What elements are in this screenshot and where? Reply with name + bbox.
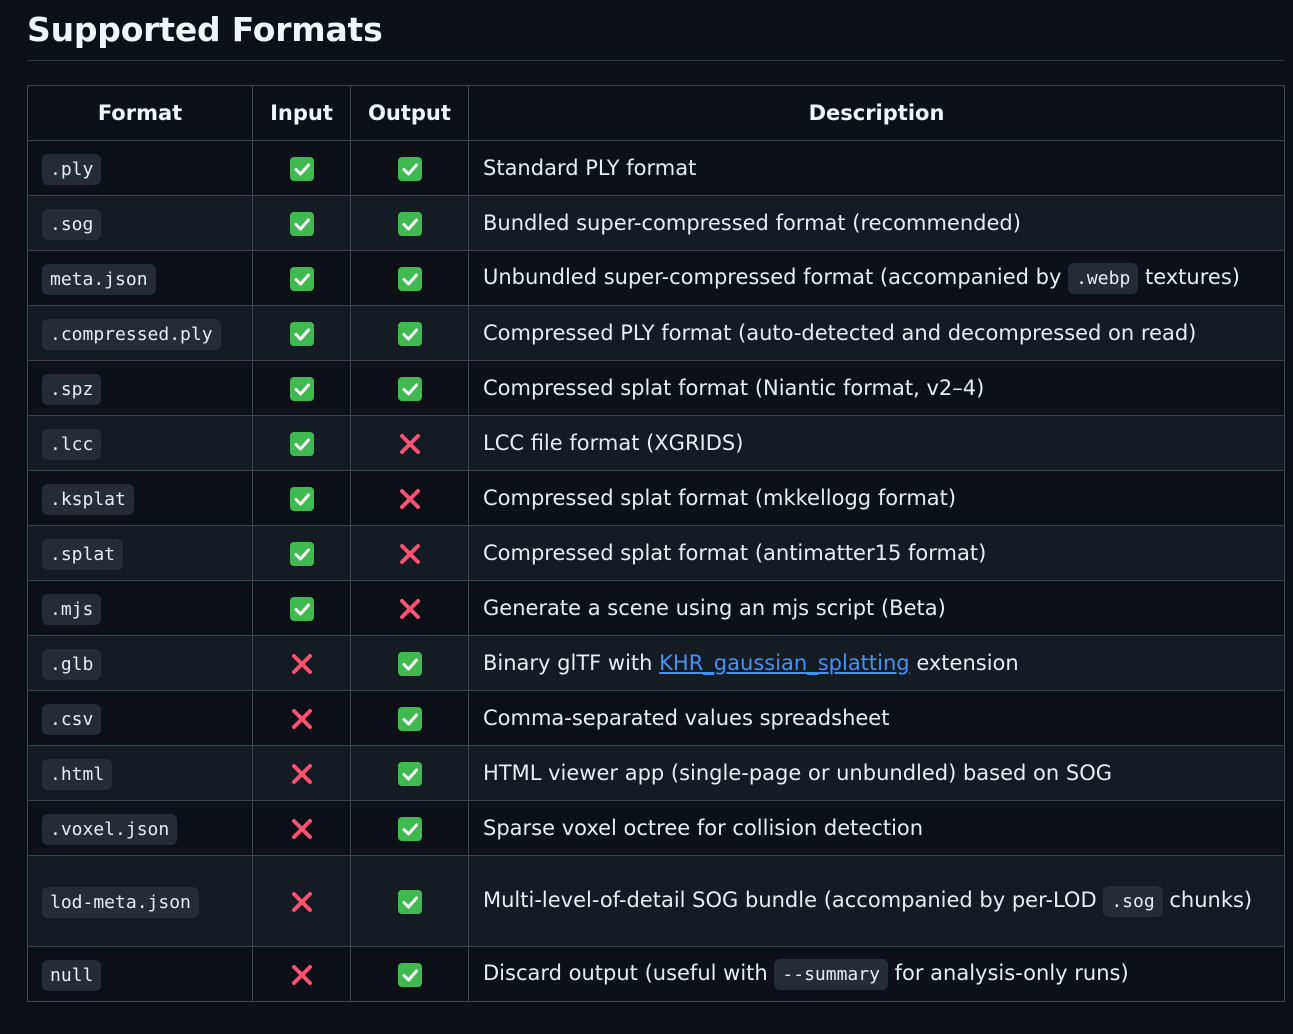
check-mark-icon <box>290 432 314 456</box>
input-status-cell <box>253 141 351 196</box>
check-mark-icon <box>290 597 314 621</box>
description-text: Standard PLY format <box>483 155 697 180</box>
format-cell <box>28 581 253 636</box>
description-text-tail: for analysis-only runs) <box>894 961 1129 985</box>
format-cell <box>28 526 253 581</box>
description-cell <box>469 471 1285 526</box>
table-row <box>28 581 1285 636</box>
output-status-cell <box>351 196 469 251</box>
description-cell <box>469 196 1285 251</box>
format-code: .sog <box>42 209 101 240</box>
table-row <box>28 526 1285 581</box>
format-code: lod-meta.json <box>42 887 199 918</box>
description-text: Discard output (useful with <box>483 961 768 985</box>
description-cell <box>469 306 1285 361</box>
format-cell <box>28 636 253 691</box>
format-cell <box>28 361 253 416</box>
output-status-cell <box>351 947 469 1002</box>
description-cell <box>469 801 1285 856</box>
table-row <box>28 636 1285 691</box>
spec-link[interactable]: KHR_gaussian_splatting <box>659 650 910 675</box>
input-status-cell <box>253 416 351 471</box>
cross-mark-icon <box>290 963 314 987</box>
inline-code: .webp <box>1068 263 1138 294</box>
input-status-cell <box>253 196 351 251</box>
table-row <box>28 856 1285 947</box>
description-cell <box>469 251 1285 306</box>
cross-mark-icon <box>398 432 422 456</box>
cross-mark-icon <box>290 652 314 676</box>
header-input: Input <box>253 86 351 141</box>
table-row <box>28 471 1285 526</box>
check-mark-icon <box>290 212 314 236</box>
table-row <box>28 947 1285 1002</box>
format-code: .spz <box>42 374 101 405</box>
input-status-cell <box>253 251 351 306</box>
description-cell <box>469 526 1285 581</box>
input-status-cell <box>253 746 351 801</box>
output-status-cell <box>351 636 469 691</box>
format-cell <box>28 196 253 251</box>
description-text: Compressed splat format (mkkellogg format) <box>483 485 957 510</box>
output-status-cell <box>351 746 469 801</box>
check-mark-icon <box>290 322 314 346</box>
description-text-tail: textures) <box>1144 265 1240 289</box>
header-output: Output <box>351 86 469 141</box>
cross-mark-icon <box>290 762 314 786</box>
cross-mark-icon <box>290 707 314 731</box>
output-status-cell <box>351 141 469 196</box>
table-row <box>28 141 1285 196</box>
description-text: Unbundled super-compressed format (accompanied by <box>483 265 1062 289</box>
cross-mark-icon <box>398 487 422 511</box>
description-cell <box>469 691 1285 746</box>
description-cell <box>469 636 1285 691</box>
format-code: null <box>42 960 101 991</box>
format-code: .html <box>42 759 112 790</box>
cross-mark-icon <box>398 597 422 621</box>
description-cell <box>469 746 1285 801</box>
format-code: meta.json <box>42 264 156 295</box>
table-row <box>28 746 1285 801</box>
format-cell <box>28 746 253 801</box>
description-text: Sparse voxel octree for collision detection <box>483 815 924 840</box>
inline-code: .sog <box>1103 886 1162 917</box>
check-mark-icon <box>398 652 422 676</box>
description-text: Compressed PLY format (auto-detected and decompressed on read) <box>483 320 1197 345</box>
input-status-cell <box>253 471 351 526</box>
format-code: .compressed.ply <box>42 319 221 350</box>
table-row <box>28 416 1285 471</box>
check-mark-icon <box>290 267 314 291</box>
input-status-cell <box>253 947 351 1002</box>
format-cell <box>28 416 253 471</box>
output-status-cell <box>351 471 469 526</box>
inline-code: --summary <box>774 959 888 990</box>
check-mark-icon <box>398 707 422 731</box>
output-status-cell <box>351 581 469 636</box>
output-status-cell <box>351 801 469 856</box>
description-text-tail: chunks) <box>1169 888 1253 912</box>
format-cell <box>28 856 253 947</box>
cross-mark-icon <box>290 890 314 914</box>
description-text: LCC file format (XGRIDS) <box>483 430 744 455</box>
description-text: Comma-separated values spreadsheet <box>483 705 890 730</box>
table-row <box>28 361 1285 416</box>
check-mark-icon <box>398 890 422 914</box>
cross-mark-icon <box>398 542 422 566</box>
section-heading: Supported Formats <box>27 10 383 49</box>
format-cell <box>28 306 253 361</box>
check-mark-icon <box>398 762 422 786</box>
format-code: .csv <box>42 704 101 735</box>
table-row <box>28 251 1285 306</box>
format-code: .ply <box>42 154 101 185</box>
cross-mark-icon <box>290 817 314 841</box>
description-cell <box>469 361 1285 416</box>
check-mark-icon <box>290 157 314 181</box>
header-description: Description <box>469 86 1285 141</box>
format-code: .splat <box>42 539 123 570</box>
description-text: Bundled super-compressed format (recommended) <box>483 210 1021 235</box>
table-row <box>28 691 1285 746</box>
description-cell <box>469 141 1285 196</box>
output-status-cell <box>351 856 469 947</box>
input-status-cell <box>253 636 351 691</box>
description-text: Generate a scene using an mjs script (Beta) <box>483 595 946 620</box>
output-status-cell <box>351 306 469 361</box>
description-text: Binary glTF with <box>483 650 653 675</box>
input-status-cell <box>253 361 351 416</box>
check-mark-icon <box>398 212 422 236</box>
format-code: .lcc <box>42 429 101 460</box>
description-text: Compressed splat format (antimatter15 format) <box>483 540 987 565</box>
description-cell <box>469 947 1285 1002</box>
check-mark-icon <box>398 267 422 291</box>
input-status-cell <box>253 801 351 856</box>
format-cell <box>28 801 253 856</box>
format-cell <box>28 691 253 746</box>
format-code: .ksplat <box>42 484 134 515</box>
output-status-cell <box>351 526 469 581</box>
input-status-cell <box>253 581 351 636</box>
format-cell <box>28 471 253 526</box>
format-cell <box>28 947 253 1002</box>
description-cell <box>469 416 1285 471</box>
input-status-cell <box>253 306 351 361</box>
output-status-cell <box>351 416 469 471</box>
input-status-cell <box>253 691 351 746</box>
table-header-row <box>28 86 1285 141</box>
input-status-cell <box>253 526 351 581</box>
format-code: .mjs <box>42 594 101 625</box>
format-code: .voxel.json <box>42 814 177 845</box>
description-cell <box>469 856 1285 947</box>
format-cell <box>28 251 253 306</box>
input-status-cell <box>253 856 351 947</box>
check-mark-icon <box>398 322 422 346</box>
table-row <box>28 801 1285 856</box>
check-mark-icon <box>290 542 314 566</box>
check-mark-icon <box>398 817 422 841</box>
description-text: HTML viewer app (single-page or unbundled) based on SOG <box>483 760 1113 785</box>
description-cell <box>469 581 1285 636</box>
table-row <box>28 196 1285 251</box>
format-cell <box>28 141 253 196</box>
format-code: .glb <box>42 649 101 680</box>
check-mark-icon <box>398 157 422 181</box>
description-text: Multi-level-of-detail SOG bundle (accompanied by per-LOD <box>483 888 1097 912</box>
description-text-tail: extension <box>916 650 1019 675</box>
check-mark-icon <box>290 377 314 401</box>
output-status-cell <box>351 251 469 306</box>
header-format: Format <box>28 86 253 141</box>
output-status-cell <box>351 691 469 746</box>
check-mark-icon <box>290 487 314 511</box>
heading-divider <box>27 60 1284 61</box>
output-status-cell <box>351 361 469 416</box>
formats-table <box>27 85 1285 1002</box>
table-row <box>28 306 1285 361</box>
check-mark-icon <box>398 377 422 401</box>
description-text: Compressed splat format (Niantic format, v2–4) <box>483 375 985 400</box>
check-mark-icon <box>398 963 422 987</box>
